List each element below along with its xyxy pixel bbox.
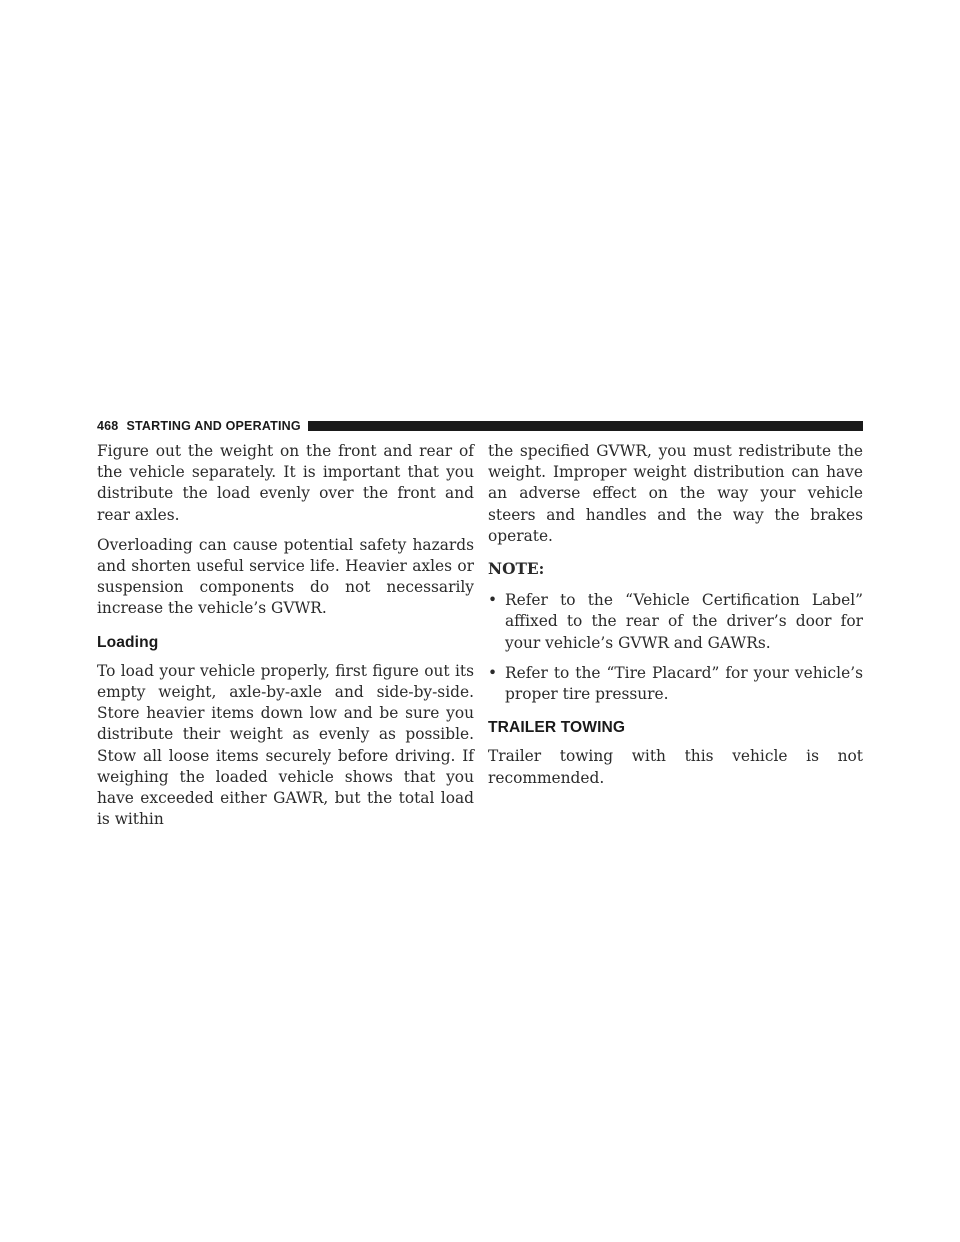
paragraph-gvwr-redistribute: the specified GVWR, you must redistribute the weight. Improper weight distribution can have an adverse effect on the way your vehicle steers and handles and the way the brakes operate. <box>488 442 863 545</box>
section-title: STARTING AND OPERATING <box>126 419 301 433</box>
paragraph-overloading: Overloading can cause potential safety hazards and shorten useful service life. Heavier axles or suspension components do not necessarily increase the vehicle’s GVWR. <box>97 535 474 618</box>
right-column <box>488 441 863 798</box>
bullet-icon: • <box>488 663 498 682</box>
left-column <box>97 441 474 839</box>
header-rule-bar <box>308 421 863 431</box>
list-item <box>488 663 863 705</box>
heading-trailer-towing: TRAILER TOWING <box>488 719 626 737</box>
paragraph-trailer-towing: Trailer towing with this vehicle is not recommended. <box>488 747 863 787</box>
note-label: NOTE: <box>488 560 545 579</box>
bullet-text: Refer to the “Vehicle Certification Label” affixed to the rear of the driver’s door for your vehicle’s GVWR and GAWRs. <box>505 591 863 652</box>
note-bullet-list <box>488 590 863 705</box>
heading-loading: Loading <box>97 633 159 651</box>
page-number: 468 <box>97 419 119 433</box>
paragraph-loading: To load your vehicle properly, first figure out its empty weight, axle-by-axle and side-by-side. Store heavier items down low and be sure you distribute their weight as evenly as possible. Stow all loose items securely before driving. If weighing the loaded vehicle shows that you have exceeded either GAWR, but the total load is within <box>97 661 474 829</box>
page-header <box>97 419 863 433</box>
bullet-text: Refer to the “Tire Placard” for your vehicle’s proper tire pressure. <box>505 663 863 704</box>
list-item <box>488 590 863 654</box>
paragraph-weight-distribution: Figure out the weight on the front and rear of the vehicle separately. It is important that you distribute the load evenly over the front and rear axles. <box>97 442 474 524</box>
bullet-icon: • <box>488 591 498 610</box>
